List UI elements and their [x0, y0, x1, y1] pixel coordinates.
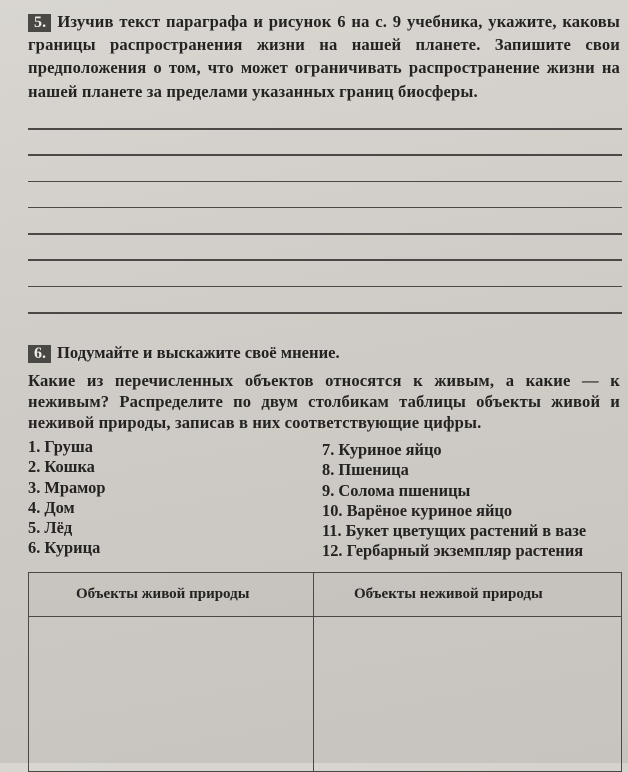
list-item: 5. Лёд	[28, 518, 73, 538]
task-5	[28, 10, 620, 103]
list-item: 1. Груша	[28, 437, 93, 456]
answer-lines[interactable]	[28, 128, 622, 338]
column-header-living: Объекты живой природы	[29, 573, 314, 617]
nonliving-objects-cell[interactable]	[314, 617, 621, 771]
list-item: 2. Кошка	[28, 457, 95, 477]
list-item: 9. Солома пшеницы	[322, 480, 471, 500]
classification-table	[28, 572, 622, 772]
task-6-text: Какие из перечисленных объектов относятся к живым, а какие — к неживым? Распределите по двум столбикам таблицы объекты живой и неживой природы, записав в них соответствующие цифры.	[28, 371, 620, 432]
task-5-number: 5.	[28, 14, 51, 32]
living-objects-cell[interactable]	[29, 617, 314, 771]
list-item: 6. Курица	[28, 538, 101, 558]
list-item: 3. Мрамор	[28, 477, 106, 497]
answer-line[interactable]	[28, 286, 622, 288]
items-list-right	[322, 440, 586, 562]
answer-line[interactable]	[28, 128, 622, 130]
task-6-heading-row	[28, 343, 340, 363]
answer-line[interactable]	[28, 259, 622, 261]
list-item: 4. Дом	[28, 497, 75, 517]
answer-line[interactable]	[28, 181, 622, 183]
answer-line[interactable]	[28, 233, 622, 235]
task-6-heading: Подумайте и выскажите своё мнение.	[57, 343, 340, 362]
list-item: 11. Букет цветущих растений в вазе	[322, 521, 587, 541]
list-item: 10. Варёное куриное яйцо	[322, 500, 513, 520]
answer-line[interactable]	[28, 312, 622, 314]
task-5-text: Изучив текст параграфа и рисунок 6 на с. 9 учебника, укажите, каковы границы распространения жизни на нашей планете. Запишите свои предположения о том, что может ограничивать распространение жизни на нашей планете за пределами указанных границ биосферы.	[28, 12, 620, 101]
list-item: 7. Куриное яйцо	[322, 440, 442, 459]
task-6-number: 6.	[28, 345, 51, 363]
list-item: 12. Гербарный экземпляр растения	[322, 541, 584, 561]
items-list-left	[28, 437, 105, 559]
list-item: 8. Пшеница	[322, 460, 409, 480]
answer-line[interactable]	[28, 154, 622, 156]
answer-line[interactable]	[28, 207, 622, 209]
column-header-nonliving: Объекты неживой природы	[314, 573, 621, 617]
